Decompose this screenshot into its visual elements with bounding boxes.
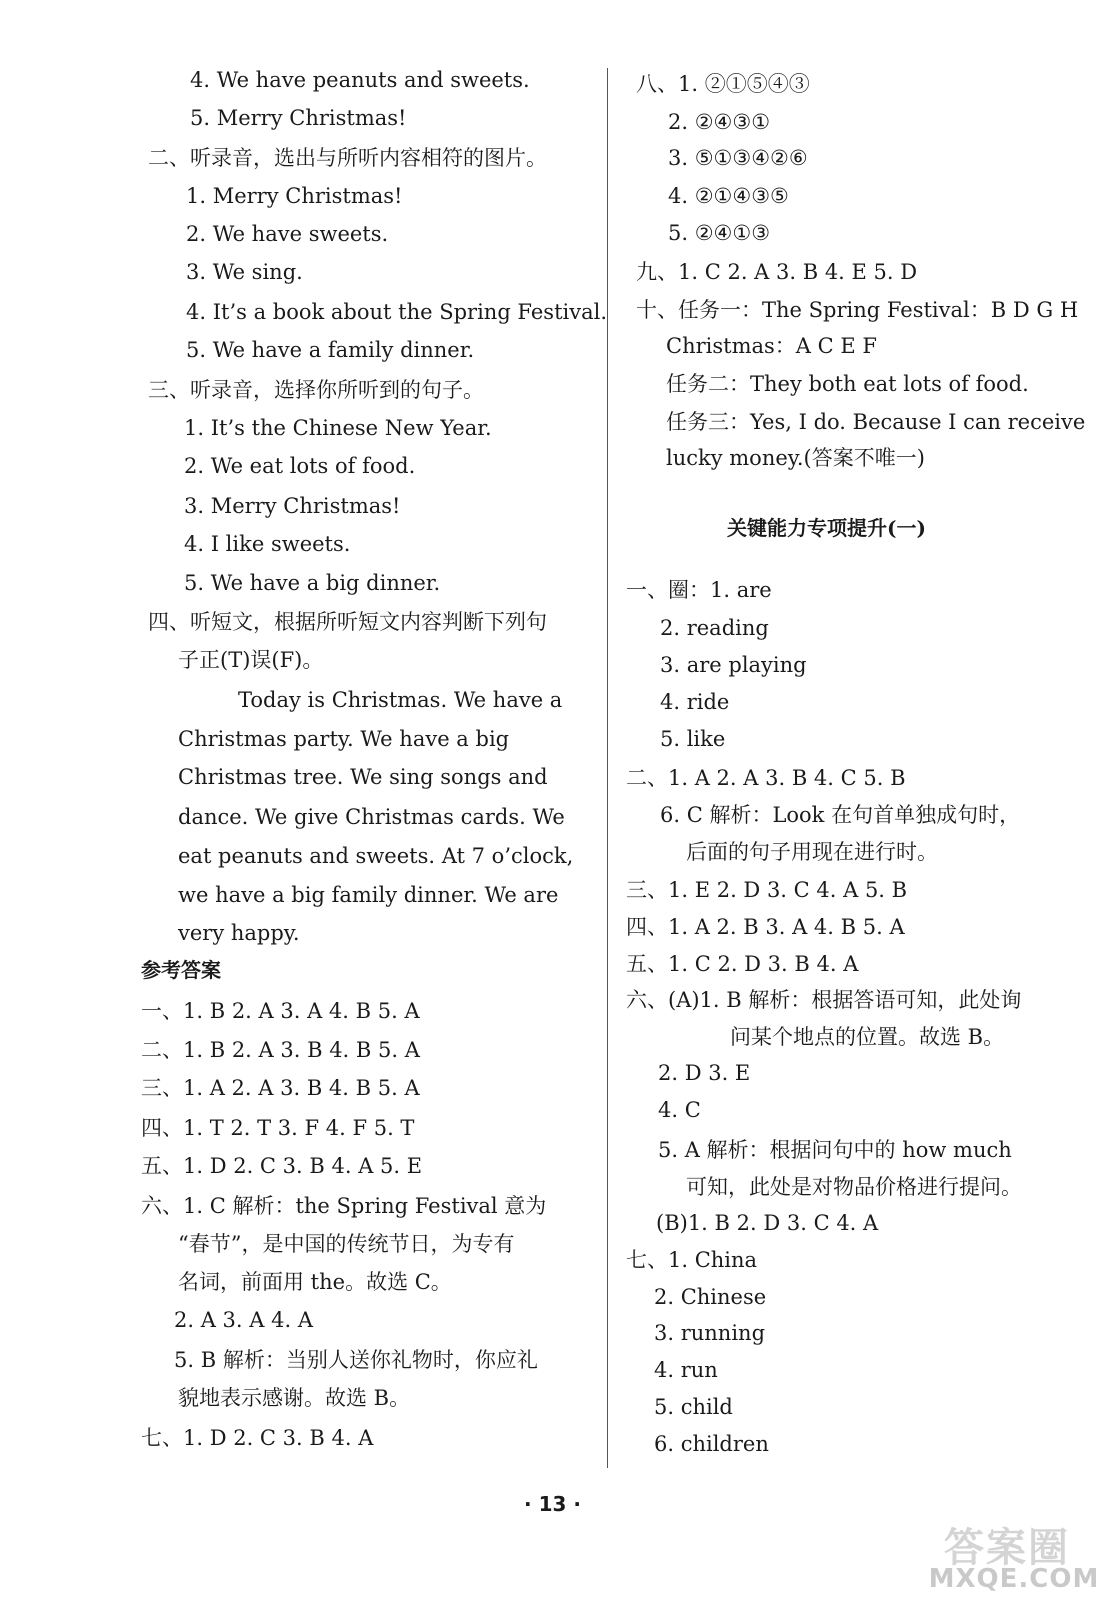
right-line: 二、1. A 2. A 3. B 4. C 5. B bbox=[626, 766, 906, 790]
section-title: 关键能力专项提升(一) bbox=[727, 516, 926, 540]
left-line: 3. Merry Christmas! bbox=[184, 494, 401, 518]
right-line: 十、任务一：The Spring Festival：B D G H bbox=[636, 298, 1079, 322]
watermark-site: MXQE.COM bbox=[928, 1564, 1100, 1594]
left-line: 四、1. T 2. T 3. F 4. F 5. T bbox=[141, 1116, 415, 1140]
left-line: 名词，前面用 the。故选 C。 bbox=[178, 1270, 452, 1294]
left-line: “春节”，是中国的传统节日，为专有 bbox=[178, 1232, 515, 1256]
right-line: 5. child bbox=[654, 1395, 733, 1419]
right-line: 一、圈：1. are bbox=[626, 578, 772, 602]
page-number: · 13 · bbox=[524, 1492, 581, 1516]
right-line: 4. ②①④③⑤ bbox=[668, 184, 789, 208]
left-line: 5. We have a big dinner. bbox=[184, 571, 441, 595]
right-line: 八、1. ②①⑤④③ bbox=[636, 72, 810, 96]
right-line: 5. like bbox=[660, 727, 726, 751]
left-line: 1. Merry Christmas! bbox=[186, 184, 403, 208]
right-line: 可知，此处是对物品价格进行提问。 bbox=[686, 1175, 1022, 1199]
right-line: 4. run bbox=[654, 1358, 718, 1382]
watermark-logo-text: 答案圈 bbox=[944, 1525, 1070, 1571]
right-line: 问某个地点的位置。故选 B。 bbox=[730, 1025, 1005, 1049]
left-line: 七、1. D 2. C 3. B 4. A bbox=[141, 1426, 374, 1450]
right-line: 5. ②④①③ bbox=[668, 221, 771, 245]
left-line: 5. Merry Christmas! bbox=[190, 106, 407, 130]
left-line: dance. We give Christmas cards. We bbox=[178, 805, 565, 829]
watermark-logo bbox=[926, 1516, 1102, 1596]
left-line: Today is Christmas. We have a bbox=[238, 688, 563, 712]
right-line: 任务三：Yes, I do. Because I can receive bbox=[666, 410, 1086, 434]
left-line: 5. We have a family dinner. bbox=[186, 338, 475, 362]
right-line: 2. reading bbox=[660, 616, 769, 640]
right-line: 三、1. E 2. D 3. C 4. A 5. B bbox=[626, 878, 908, 902]
left-line: 二、1. B 2. A 3. B 4. B 5. A bbox=[141, 1038, 420, 1062]
left-line: 2. We have sweets. bbox=[186, 222, 389, 246]
right-line: 后面的句子用现在进行时。 bbox=[686, 840, 938, 864]
right-line: lucky money.(答案不唯一) bbox=[666, 446, 925, 470]
right-line: (B)1. B 2. D 3. C 4. A bbox=[656, 1211, 879, 1235]
left-line: 参考答案 bbox=[141, 958, 221, 982]
right-line: 2. D 3. E bbox=[658, 1061, 751, 1085]
right-line: 6. C 解析：Look 在句首单独成句时， bbox=[660, 803, 1021, 827]
left-line: 二、听录音，选出与所听内容相符的图片。 bbox=[148, 146, 547, 170]
left-line: 4. We have peanuts and sweets. bbox=[190, 68, 530, 92]
right-line: 七、1. China bbox=[626, 1248, 758, 1272]
right-line: 4. C bbox=[658, 1098, 701, 1122]
right-line: 3. ⑤①③④②⑥ bbox=[668, 146, 808, 170]
left-line: 四、听短文，根据所听短文内容判断下列句 bbox=[148, 610, 547, 634]
left-line: very happy. bbox=[178, 921, 300, 945]
right-line: 3. running bbox=[654, 1321, 766, 1345]
left-line: Christmas party. We have a big bbox=[178, 727, 510, 751]
left-line: 4. I like sweets. bbox=[184, 532, 351, 556]
left-line: 五、1. D 2. C 3. B 4. A 5. E bbox=[141, 1154, 423, 1178]
right-line: 6. children bbox=[654, 1432, 769, 1456]
left-line: 貌地表示感谢。故选 B。 bbox=[178, 1386, 411, 1410]
left-line: 一、1. B 2. A 3. A 4. B 5. A bbox=[141, 999, 420, 1023]
left-line: 3. We sing. bbox=[186, 260, 303, 284]
left-line: 六、1. C 解析：the Spring Festival 意为 bbox=[141, 1194, 547, 1218]
left-line: 子正(T)误(F)。 bbox=[178, 648, 324, 672]
left-line: 1. It’s the Chinese New Year. bbox=[184, 416, 492, 440]
left-line: eat peanuts and sweets. At 7 o’clock, bbox=[178, 844, 574, 868]
left-line: Christmas tree. We sing songs and bbox=[178, 765, 548, 789]
right-line: 五、1. C 2. D 3. B 4. A bbox=[626, 952, 859, 976]
left-line: 2. A 3. A 4. A bbox=[174, 1308, 313, 1332]
right-line: 2. Chinese bbox=[654, 1285, 767, 1309]
left-line: 2. We eat lots of food. bbox=[184, 454, 416, 478]
right-line: Christmas：A C E F bbox=[666, 334, 877, 358]
right-line: 四、1. A 2. B 3. A 4. B 5. A bbox=[626, 915, 905, 939]
left-line: 三、1. A 2. A 3. B 4. B 5. A bbox=[141, 1076, 420, 1100]
right-line: 4. ride bbox=[660, 690, 730, 714]
left-line: 4. It’s a book about the Spring Festival. bbox=[186, 300, 607, 324]
left-line: we have a big family dinner. We are bbox=[178, 883, 559, 907]
right-line: 九、1. C 2. A 3. B 4. E 5. D bbox=[636, 260, 918, 284]
right-line: 六、(A)1. B 解析：根据答语可知，此处询 bbox=[626, 988, 1022, 1012]
right-line: 任务二：They both eat lots of food. bbox=[666, 372, 1029, 396]
right-line: 5. A 解析：根据问句中的 how much bbox=[658, 1138, 1012, 1162]
right-line: 3. are playing bbox=[660, 653, 807, 677]
column-divider bbox=[607, 68, 608, 1468]
right-line: 2. ②④③① bbox=[668, 110, 771, 134]
left-line: 三、听录音，选择你所听到的句子。 bbox=[148, 378, 484, 402]
left-line: 5. B 解析：当别人送你礼物时，你应礼 bbox=[174, 1348, 538, 1372]
